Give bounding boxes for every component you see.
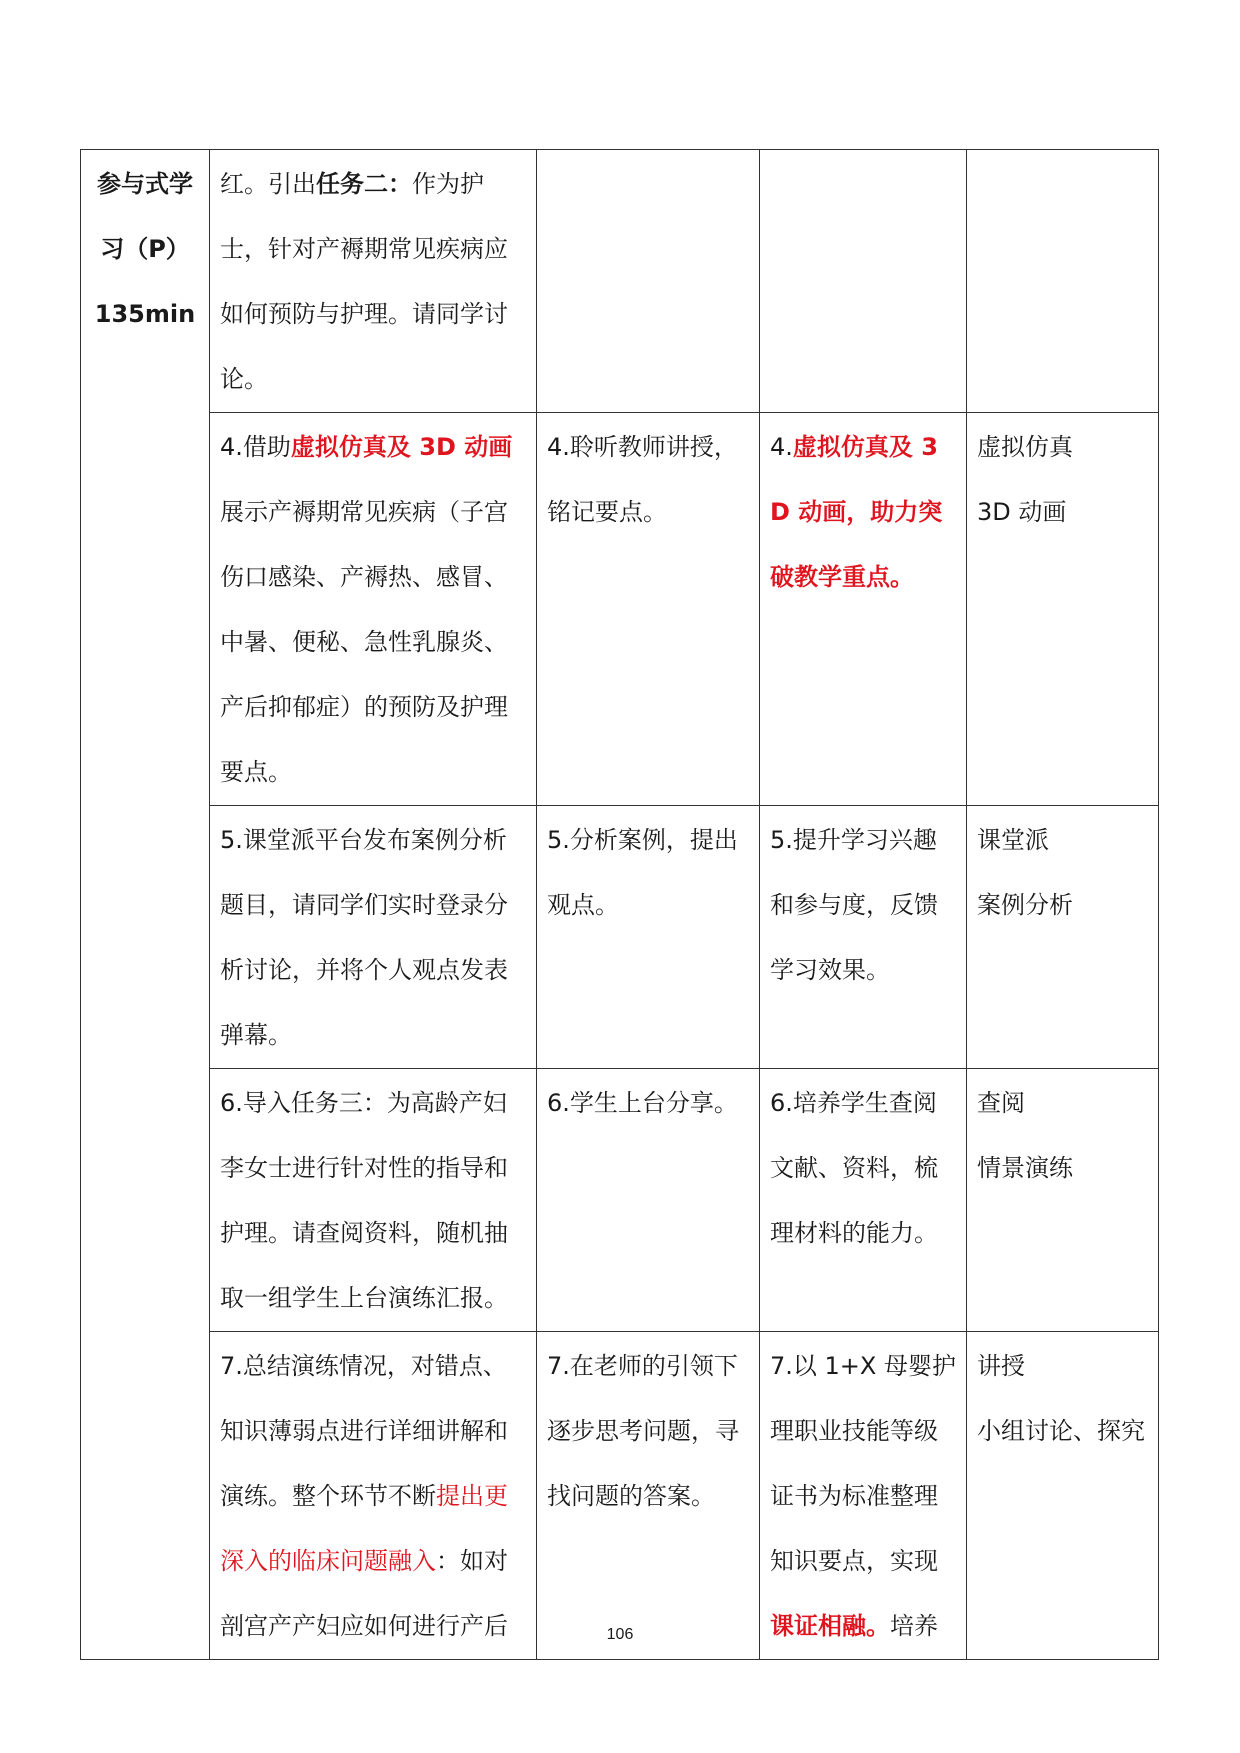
page-number: 106: [606, 1626, 634, 1643]
lesson-plan-table: [80, 149, 1159, 1660]
method-line: 讲授: [977, 1352, 1025, 1380]
student-activity-cell: 7.在老师的引领下逐步思考问题，寻找问题的答案。: [537, 1332, 760, 1660]
student-activity-cell: 4.聆听教师讲授，铭记要点。: [537, 413, 760, 806]
teacher-text: 展示产褥期常见疾病（子宫伤口感染、产褥热、感冒、中暑、便秘、急性乳腺炎、产后抑郁症）的预防及护理要点。: [220, 498, 508, 786]
emphasis-text: 虚拟仿真及 3D 动画，助力突破教学重点。: [770, 433, 943, 591]
method-line: 课堂派: [977, 826, 1049, 854]
teacher-text: 红。引出: [220, 170, 316, 198]
emphasis-text: 课证相融。: [770, 1612, 890, 1640]
method-line: 情景演练: [977, 1154, 1073, 1182]
method-line: 小组讨论、探究: [977, 1417, 1145, 1445]
method-cell: [967, 413, 1159, 806]
stage-name-line2: 习（P）: [100, 235, 190, 263]
design-intent-cell: 5.提升学习兴趣和参与度，反馈学习效果。: [760, 806, 967, 1069]
teacher-text: 7.总结演练情况，对错点、知识薄弱点进行详细讲解和演练。整个环节不断: [220, 1352, 508, 1510]
method-cell: [967, 150, 1159, 413]
table-row: [81, 806, 1159, 1069]
stage-duration: 135min: [94, 300, 196, 328]
design-intent-cell: [760, 150, 967, 413]
stage-cell: [81, 150, 210, 1660]
table-row: [81, 1069, 1159, 1332]
design-intent-cell: [760, 1332, 967, 1660]
student-activity-cell: 6.学生上台分享。: [537, 1069, 760, 1332]
method-line: 查阅: [977, 1089, 1025, 1117]
method-cell: [967, 806, 1159, 1069]
teacher-activity-cell: [210, 413, 537, 806]
teacher-activity-cell: 5.课堂派平台发布案例分析题目，请同学们实时登录分析讨论，并将个人观点发表弹幕。: [210, 806, 537, 1069]
student-activity-cell: [537, 150, 760, 413]
table-row: [81, 413, 1159, 806]
intent-text: 培养: [890, 1612, 938, 1640]
teacher-text: 4.借助: [220, 433, 291, 461]
teacher-text: ：如对剖宫产产妇应如何进行产后: [220, 1547, 508, 1640]
table-row: [81, 150, 1159, 413]
emphasis-text: 虚拟仿真及 3D 动画: [290, 433, 513, 461]
stage-name-line1: 参与式学: [97, 170, 193, 198]
method-line: 3D 动画: [977, 498, 1067, 526]
design-intent-cell: [760, 413, 967, 806]
emphasis-text: 提出更深入的临床问题融入: [220, 1482, 508, 1575]
method-cell: [967, 1069, 1159, 1332]
task-label: 任务二：: [316, 170, 412, 198]
teacher-activity-cell: [210, 150, 537, 413]
teacher-activity-cell: [210, 1332, 537, 1660]
teacher-text: 作为护士，针对产褥期常见疾病应如何预防与护理。请同学讨论。: [220, 170, 508, 393]
student-activity-cell: 5.分析案例，提出观点。: [537, 806, 760, 1069]
table-row: [81, 1332, 1159, 1660]
intent-text: 7.以 1+X 母婴护理职业技能等级证书为标准整理知识要点，实现: [770, 1352, 956, 1575]
method-cell: [967, 1332, 1159, 1660]
method-line: 案例分析: [977, 891, 1073, 919]
teacher-activity-cell: 6.导入任务三：为高龄产妇李女士进行针对性的指导和护理。请查阅资料，随机抽取一组学生上台演练汇报。: [210, 1069, 537, 1332]
method-line: 虚拟仿真: [977, 433, 1073, 461]
design-intent-cell: 6.培养学生查阅文献、资料，梳理材料的能力。: [760, 1069, 967, 1332]
intent-text: 4.: [770, 433, 793, 461]
